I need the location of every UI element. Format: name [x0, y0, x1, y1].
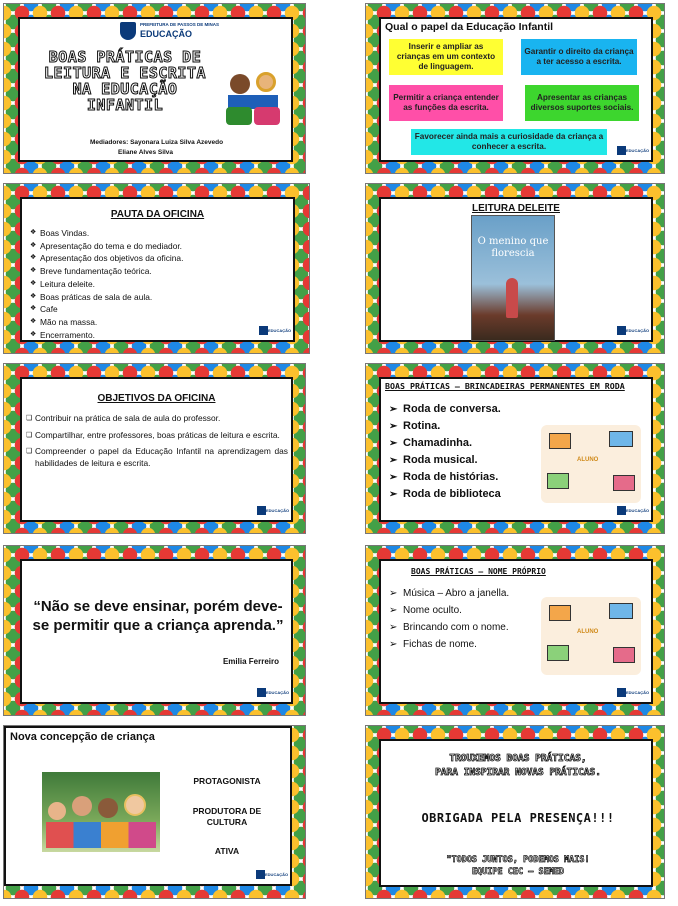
practices-list — [389, 401, 501, 503]
list-item: ➢ Fichas de nome. — [389, 636, 509, 653]
logo-text: EDUCAÇÃO — [266, 508, 290, 514]
slide5-title: OBJETIVOS DA OFICINA — [97, 393, 216, 404]
slide-panel — [20, 559, 293, 704]
list-item: ❏ Contribuir na prática de sala de aula do professor. — [26, 413, 288, 425]
slide-panel — [379, 739, 653, 887]
shirts — [46, 822, 156, 848]
slide3-title: PAUTA DA OFICINA — [110, 209, 205, 220]
education-logo — [617, 142, 650, 156]
slide8-title: BOAS PRÁTICAS – NOME PRÓPRIO — [411, 567, 546, 576]
education-logo — [257, 502, 290, 516]
education-logo — [256, 866, 289, 880]
shield-icon — [120, 22, 136, 40]
screen-1 — [549, 605, 571, 621]
slide-objectives — [3, 363, 306, 534]
closing-line1: "TODOS JUNTOS, PODEMOS MAIS! — [446, 855, 590, 865]
header-dept: EDUCAÇÃO — [140, 29, 193, 39]
logo-text: EDUCAÇÃO — [268, 328, 292, 334]
children-photo — [42, 772, 160, 852]
education-logo — [617, 684, 650, 698]
list-item: ➢ Música – Abro a janella. — [389, 585, 509, 602]
list-item: ➢ Chamadinha. — [389, 435, 501, 452]
list-item: ➢ Nome oculto. — [389, 602, 509, 619]
slide6-title: BOAS PRÁTICAS – BRINCADEIRAS PERMANENTES EM RODA — [385, 381, 625, 391]
mediators: Mediadores: Sayonara Luiza Silva Azevedo — [90, 139, 224, 146]
box-5: Favorecer ainda mais a curiosidade da criança a conhecer a escrita. — [411, 129, 607, 155]
screen-2 — [609, 431, 633, 447]
education-logo — [617, 322, 650, 336]
education-logo — [257, 684, 290, 698]
list-item: ❏ Compartilhar, entre professores, boas práticas de leitura e escrita. — [26, 430, 288, 442]
slide-role — [365, 3, 665, 174]
list-item: ❖ Apresentação do tema e do mediador. — [30, 240, 183, 253]
shield-icon — [617, 326, 626, 335]
logo-text: EDUCAÇÃO — [266, 690, 290, 696]
screen-2 — [609, 603, 633, 619]
thanks-main: OBRIGADA PELA PRESENÇA!!! — [421, 811, 615, 825]
slide-panel — [379, 197, 653, 342]
slide1-title: BOAS PRÁTICAS DE LEITURA E ESCRITA NA EDUCAÇÃO INFANTIL — [43, 48, 207, 114]
shield-icon — [617, 688, 626, 697]
list-item: ➢ Rotina. — [389, 418, 501, 435]
word-protagonista: PROTAGONISTA — [193, 776, 261, 786]
thanks-line1: TROUXEMOS BOAS PRÁTICAS, — [449, 753, 587, 764]
logo-text: EDUCAÇÃO — [265, 872, 289, 878]
slide-practices-circle — [365, 363, 665, 534]
slide-panel — [20, 197, 295, 342]
mediator-2: Eliane Alves Silva — [118, 149, 174, 156]
education-logo — [259, 322, 292, 336]
shield-icon — [256, 870, 265, 879]
header-logo — [120, 21, 220, 43]
slide4-title: LEITURA DELEITE — [472, 203, 560, 214]
education-logo — [617, 502, 650, 516]
quote-author: Emilia Ferreiro — [222, 657, 279, 666]
thanks-line2: PARA INSPIRAR NOVAS PRÁTICAS. — [435, 767, 601, 778]
screen-1 — [549, 433, 571, 449]
kid-body-2 — [254, 107, 280, 125]
online-class-illustration — [541, 597, 641, 675]
header-org: PREFEITURA DE PASSOS DE MINAS — [140, 22, 220, 27]
list-item: ❖ Encerramento. — [30, 329, 183, 342]
shield-icon — [257, 506, 266, 515]
illustration-label: ALUNO — [577, 629, 599, 635]
slide2-title: Qual o papel da Educação Infantil — [385, 21, 554, 33]
closing-line2: EQUIPE CEC – SEMED — [471, 867, 565, 877]
slide-panel — [379, 17, 653, 162]
slide-quote — [3, 545, 306, 716]
screen-3 — [547, 473, 569, 489]
logo-text: EDUCAÇÃO — [626, 148, 650, 154]
reading-kids-illustration — [220, 69, 288, 129]
objectives-list — [26, 413, 288, 474]
screen-3 — [547, 645, 569, 661]
kid-head-2 — [256, 72, 276, 92]
child-3 — [98, 798, 118, 818]
list-item: ❖ Mão na massa. — [30, 316, 183, 329]
list-item: ❖ Boas Vindas. — [30, 227, 183, 240]
slide-panel — [379, 377, 653, 522]
kid-body — [226, 107, 252, 125]
list-item: ❖ Boas práticas de sala de aula. — [30, 291, 183, 304]
list-item: ❖ Cafe — [30, 303, 183, 316]
slide-child-concept — [3, 725, 306, 899]
child-2 — [72, 796, 92, 816]
slide9-title: Nova concepção de criança — [10, 731, 155, 743]
word-produtora: PRODUTORA DE CULTURA — [192, 806, 262, 827]
agenda-list — [30, 227, 183, 341]
list-item: ❏ Compreender o papel da Educação Infantil na aprendizagem das habilidades de leitura e escrita. — [26, 446, 288, 469]
slide-panel — [4, 726, 292, 886]
box-4: Apresentar as crianças diversos suportes sociais. — [525, 85, 639, 121]
book-cover — [471, 215, 555, 341]
list-item: ➢ Brincando com o nome. — [389, 619, 509, 636]
logo-text: EDUCAÇÃO — [626, 508, 650, 514]
shield-icon — [257, 688, 266, 697]
shield-icon — [617, 506, 626, 515]
list-item: ➢ Roda de conversa. — [389, 401, 501, 418]
screen-4 — [613, 647, 635, 663]
list-item: ❖ Apresentação dos objetivos da oficina. — [30, 252, 183, 265]
screen-4 — [613, 475, 635, 491]
child-1 — [48, 802, 66, 820]
list-item: ❖ Breve fundamentação teórica. — [30, 265, 183, 278]
slide-title — [3, 3, 306, 174]
box-3: Permitir a criança entender as funções da escrita. — [389, 85, 503, 121]
slide-panel — [20, 377, 293, 522]
quote-text: “Não se deve ensinar, porém deve-se permitir que a criança aprenda.” — [32, 598, 284, 634]
kid-head — [230, 74, 250, 94]
boy-figure — [506, 278, 518, 318]
shield-icon — [259, 326, 268, 335]
book-title: O menino que florescia — [477, 236, 549, 259]
illustration-label: ALUNO — [577, 457, 599, 463]
slide-thanks — [365, 725, 665, 899]
box-2: Garantir o direito da criança a ter acesso a escrita. — [521, 39, 637, 75]
slide-agenda — [3, 183, 310, 354]
logo-text: EDUCAÇÃO — [626, 690, 650, 696]
slide-panel — [379, 559, 653, 704]
practices-list — [389, 585, 509, 653]
slide-reading — [365, 183, 665, 354]
online-class-illustration — [541, 425, 641, 503]
list-item: ➢ Roda de histórias. — [389, 469, 501, 486]
logo-text: EDUCAÇÃO — [626, 328, 650, 334]
shield-icon — [617, 146, 626, 155]
list-item: ➢ Roda de biblioteca — [389, 486, 501, 503]
word-ativa: ATIVA — [214, 846, 240, 856]
slide-practices-name — [365, 545, 665, 716]
list-item: ➢ Roda musical. — [389, 452, 501, 469]
list-item: ❖ Leitura deleite. — [30, 278, 183, 291]
child-4 — [124, 794, 146, 816]
slide-panel — [18, 17, 293, 162]
box-1: Inserir e ampliar as crianças em um contexto de linguagem. — [389, 39, 503, 75]
